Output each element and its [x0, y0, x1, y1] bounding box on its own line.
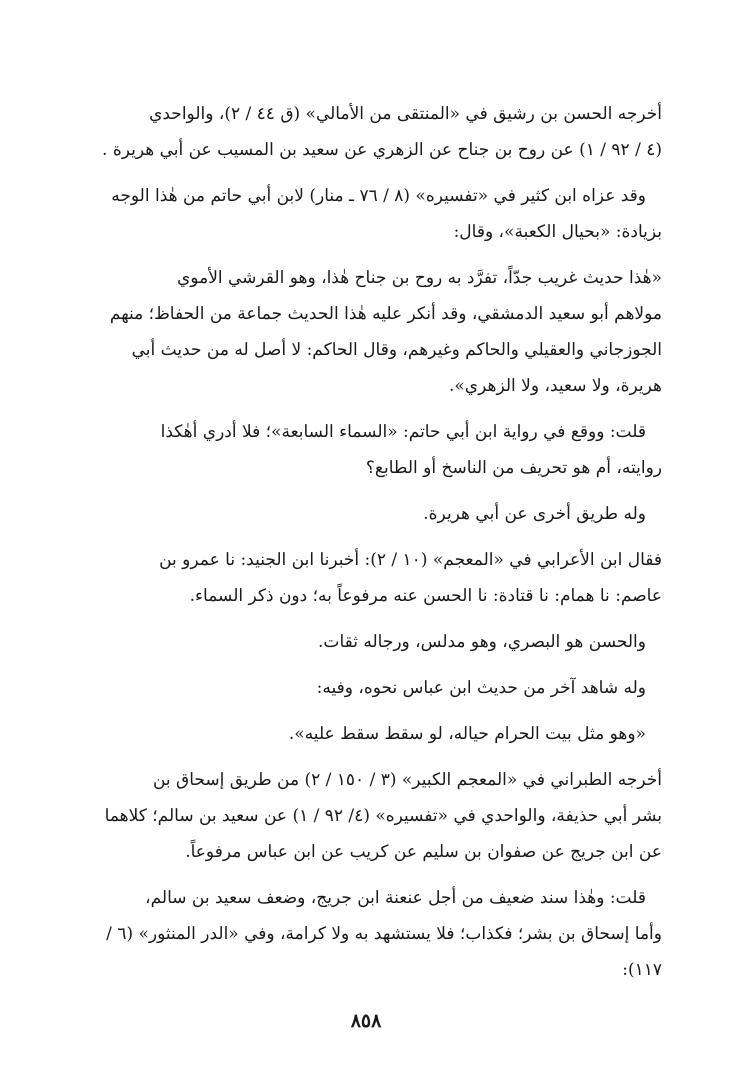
text-line: وله شاهد آخر من حديث ابن عباس نحوه، وفيه:	[316, 678, 646, 698]
text-line: (٤ / ٩٢ / ١) عن روح بن جناح عن الزهري عن سعيد بن المسيب عن أبي هريرة .	[102, 140, 662, 160]
paragraph	[64, 496, 662, 532]
paragraph	[64, 624, 662, 660]
text-line: هريرة، ولا سعيد، ولا الزهري».	[449, 376, 662, 396]
paragraph	[64, 716, 662, 752]
text-line: عاصم: نا همام: نا قتادة: نا الحسن عنه مرفوعاً به؛ دون ذكر السماء.	[189, 586, 662, 606]
text-line: مولاهم أبو سعيد الدمشقي، وقد أنكر عليه هٰذا الحديث جماعة من الحفاظ؛ منهم	[109, 304, 662, 324]
text-line: بشر أبي حذيفة، والواحدي في «تفسيره» (٤/ ٩٢ / ١) عن سعيد بن سالم؛ كلاهما	[104, 806, 662, 826]
text-line: عن ابن جريج عن صفوان بن سليم عن كريب عن ابن عباس مرفوعاً.	[185, 842, 662, 862]
text-line: أخرجه الطبراني في «المعجم الكبير» (٣ / ١٥٠ / ٢) من طريق إسحاق بن	[152, 770, 662, 790]
paragraph	[64, 414, 662, 486]
paragraph	[64, 260, 662, 404]
text-line: «هٰذا حديث غريب جدّاً، تفرَّد به روح بن جناح هٰذا، وهو القرشي الأموي	[177, 268, 662, 288]
text-line: وله طريق أخرى عن أبي هريرة.	[423, 504, 646, 524]
body-text	[64, 96, 662, 988]
paragraph	[64, 542, 662, 614]
text-line: قلت: وهٰذا سند ضعيف من أجل عنعنة ابن جريج، وضعف سعيد بن سالم،	[145, 888, 646, 908]
text-line: فقال ابن الأعرابي في «المعجم» (١٠ / ٢): أخبرنا ابن الجنيد: نا عمرو بن	[159, 550, 662, 570]
text-line: قلت: ووقع في رواية ابن أبي حاتم: «السماء السابعة»؛ فلا أدري أهٰكذا	[160, 422, 646, 442]
text-line: والحسن هو البصري، وهو مدلس، ورجاله ثقات.	[318, 632, 646, 652]
paragraph	[64, 670, 662, 706]
text-line: روايته، أم هو تحريف من الناسخ أو الطابع؟	[365, 458, 662, 478]
paragraph	[64, 178, 662, 250]
text-line: الجوزجاني والعقيلي والحاكم وغيرهم، وقال الحاكم: لا أصل له من حديث أبي	[131, 340, 662, 360]
text-line: وقد عزاه ابن كثير في «تفسيره» (٨ / ٧٦ ـ منار) لابن أبي حاتم من هٰذا الوجه	[111, 186, 646, 206]
paragraph	[64, 762, 662, 870]
paragraph	[64, 96, 662, 168]
text-line: ١١٧):	[622, 960, 662, 980]
text-line: أخرجه الحسن بن رشيق في «المنتقى من الأمالي» (ق ٤٤ / ٢)، والواحدي	[149, 104, 662, 124]
paragraph	[64, 880, 662, 988]
page-number: ٨٥٨	[350, 1010, 382, 1032]
text-line: «وهو مثل بيت الحرام حياله، لو سقط سقط عليه».	[288, 724, 646, 744]
text-line: بزيادة: «بحيال الكعبة»، وقال:	[453, 222, 662, 242]
text-line: وأما إسحاق بن بشر؛ فكذاب؛ فلا يستشهد به ولا كرامة، وفي «الدر المنثور» (٦ /	[106, 924, 662, 944]
